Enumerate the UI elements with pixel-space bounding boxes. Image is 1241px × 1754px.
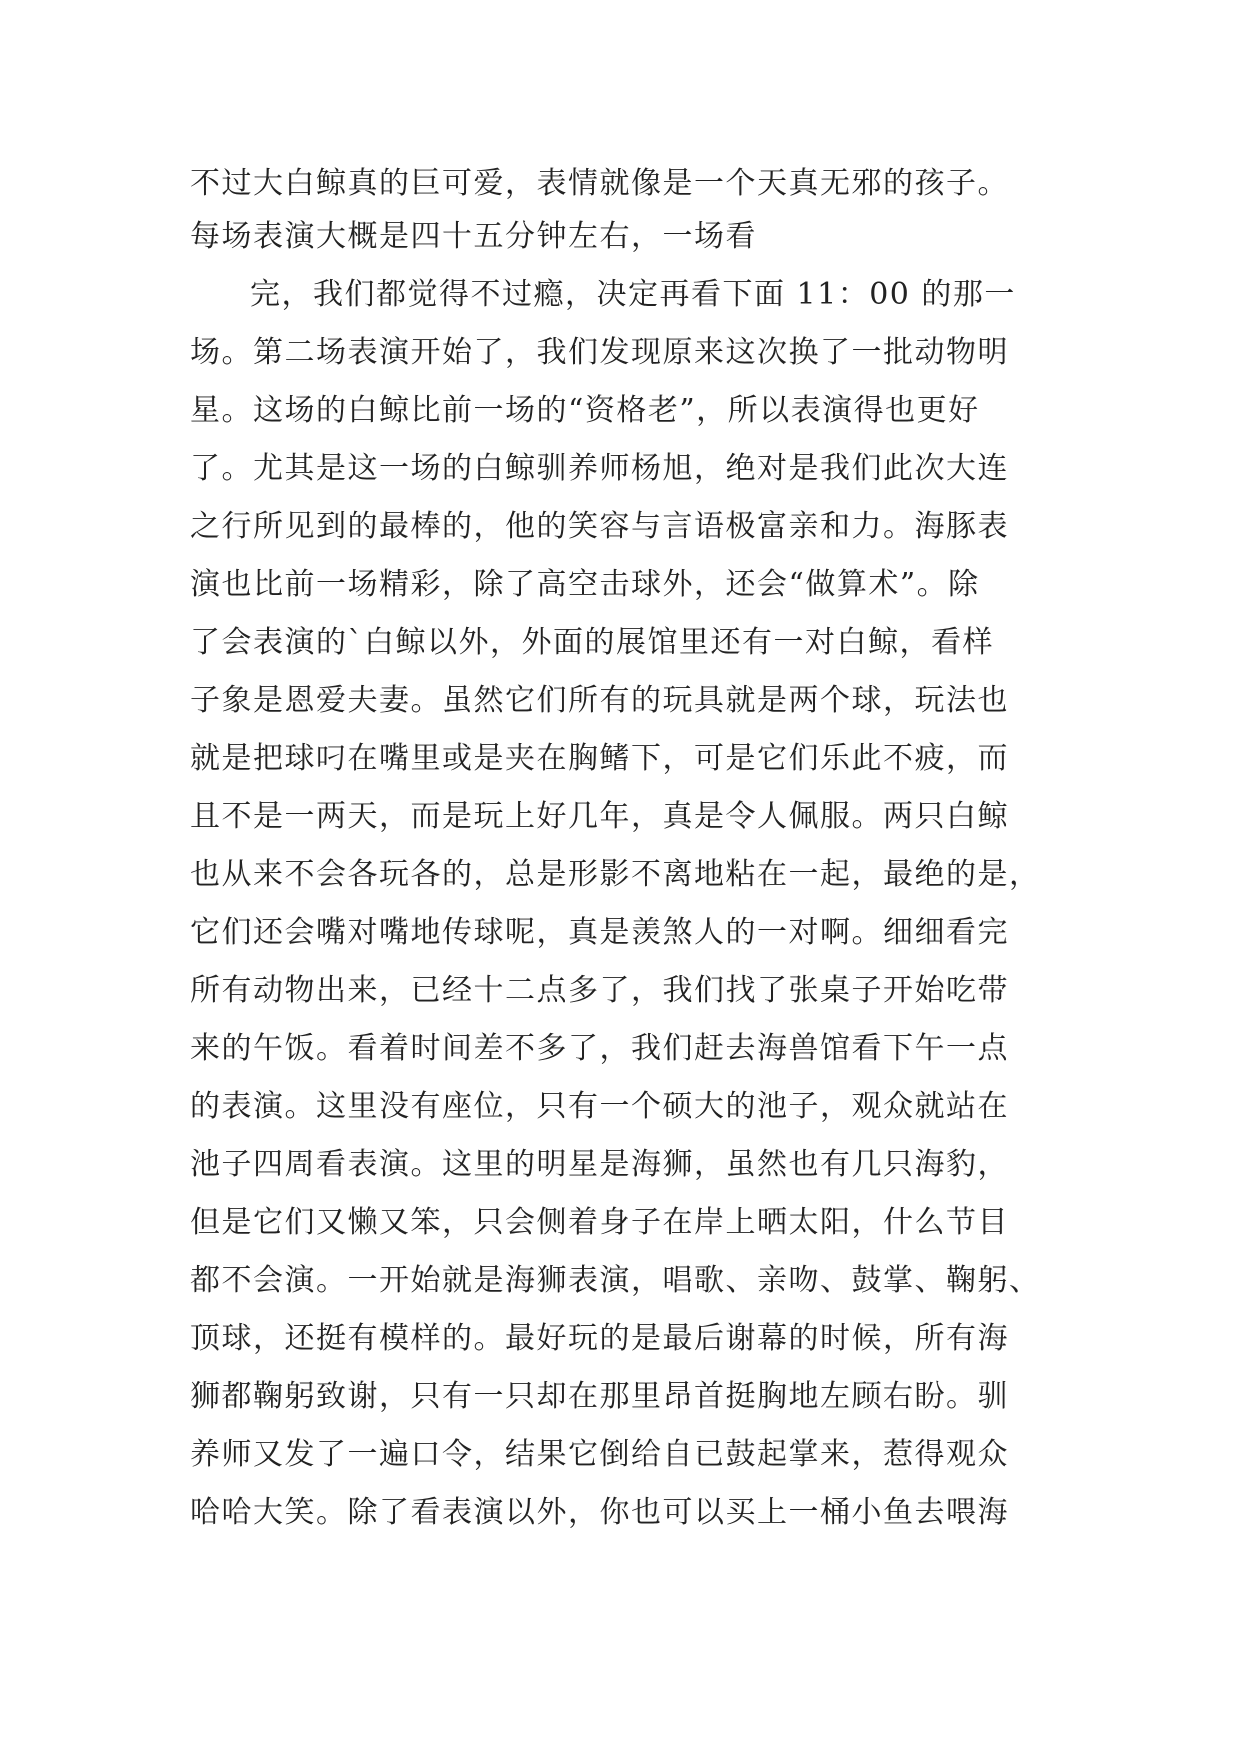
text-line: 但是它们又懒又笨，只会侧着身子在岸上晒太阳，什么节目 bbox=[190, 1205, 1009, 1240]
text-line: 不过大白鲸真的巨可爱，表情就像是一个天真无邪的孩子。 bbox=[190, 166, 1009, 201]
text-line: 来的午饭。看着时间差不多了，我们赶去海兽馆看下午一点 bbox=[190, 1031, 1009, 1066]
text-line: 池子四周看表演。这里的明星是海狮，虽然也有几只海豹， bbox=[190, 1147, 1009, 1182]
text-line: 哈哈大笑。除了看表演以外，你也可以买上一桶小鱼去喂海 bbox=[190, 1495, 1009, 1530]
text-line: 也从来不会各玩各的，总是形影不离地粘在一起，最绝的是， bbox=[190, 857, 1041, 892]
text-line: 场。第二场表演开始了，我们发现原来这次换了一批动物明 bbox=[190, 335, 1009, 370]
text-line: 顶球，还挺有模样的。最好玩的是最后谢幕的时候，所有海 bbox=[190, 1321, 1009, 1356]
text-line: 子象是恩爱夫妻。虽然它们所有的玩具就是两个球，玩法也 bbox=[190, 683, 1009, 718]
text-line: 养师又发了一遍口令，结果它倒给自已鼓起掌来，惹得观众 bbox=[190, 1437, 1009, 1472]
text-line: 都不会演。一开始就是海狮表演，唱歌、亲吻、鼓掌、鞠躬、 bbox=[190, 1263, 1041, 1298]
text-line: 的表演。这里没有座位，只有一个硕大的池子，观众就站在 bbox=[190, 1089, 1009, 1124]
text-line: 且不是一两天，而是玩上好几年，真是令人佩服。两只白鲸 bbox=[190, 799, 1009, 834]
text-line: 之行所见到的最棒的，他的笑容与言语极富亲和力。海豚表 bbox=[190, 509, 1009, 544]
text-line: 狮都鞠躬致谢，只有一只却在那里昂首挺胸地左顾右盼。驯 bbox=[190, 1379, 1009, 1414]
body-text bbox=[190, 160, 1090, 1542]
text-line: 所有动物出来，已经十二点多了，我们找了张桌子开始吃带 bbox=[190, 973, 1009, 1008]
text-line: 每场表演大概是四十五分钟左右，一场看 bbox=[190, 219, 757, 254]
text-line: 星。这场的白鲸比前一场的“资格老”，所以表演得也更好 bbox=[190, 393, 980, 428]
paragraph-start-line: 完，我们都觉得不过瘾，决定再看下面 11：00 的那一 bbox=[250, 277, 1016, 312]
text-line: 了会表演的`白鲸以外，外面的展馆里还有一对白鲸，看样 bbox=[190, 625, 994, 660]
text-line: 演也比前一场精彩，除了高空击球外，还会“做算术”。除 bbox=[190, 567, 980, 602]
text-line: 它们还会嘴对嘴地传球呢，真是羡煞人的一对啊。细细看完 bbox=[190, 915, 1009, 950]
text-line: 了。尤其是这一场的白鲸驯养师杨旭，绝对是我们此次大连 bbox=[190, 451, 1009, 486]
text-line: 就是把球叼在嘴里或是夹在胸鳍下，可是它们乐此不疲，而 bbox=[190, 741, 1009, 776]
